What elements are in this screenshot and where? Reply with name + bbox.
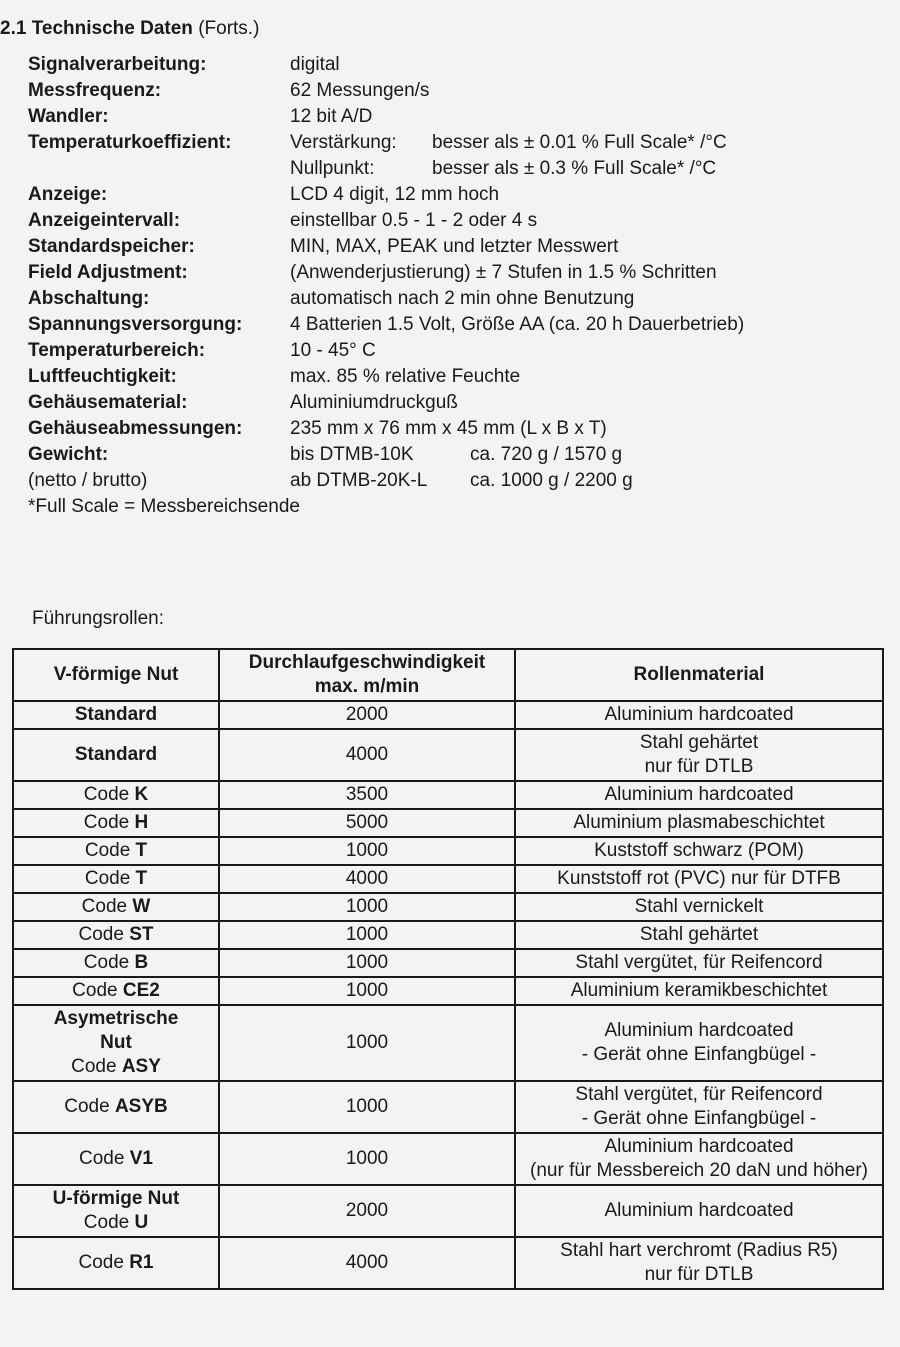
cell-speed: 1000 [219, 837, 515, 865]
material-line1: Kuststoff schwarz (POM) [594, 840, 804, 861]
cell-nut [13, 837, 219, 865]
spec-label: Spannungsversorgung: [28, 314, 243, 335]
spec-value: max. 85 % relative Feuchte [290, 366, 521, 387]
spec-label: Temperaturkoeffizient: [28, 132, 232, 153]
nut-prefix: Code [83, 1212, 135, 1233]
table-row [13, 921, 883, 949]
nut-code: W [132, 896, 151, 917]
gain-key: Verstärkung: [290, 132, 397, 153]
cell-material [515, 921, 883, 949]
header-speed-line2: max. m/min [314, 676, 420, 697]
nut-prefix: Code [84, 840, 136, 861]
material-line1: Aluminium hardcoated [604, 784, 794, 805]
cell-material [515, 865, 883, 893]
nut-prefix: Code [72, 980, 123, 1001]
material-line1: Stahl gehärtet [639, 732, 759, 753]
spec-row-humidity [28, 364, 848, 390]
nut-prefix: Code [78, 1252, 130, 1273]
spec-label: Anzeigeintervall: [28, 210, 181, 231]
zero-key: Nullpunkt: [290, 158, 375, 179]
nut-prefix: Code [64, 1096, 115, 1117]
nut-code: CE2 [122, 980, 160, 1001]
cell-nut [13, 1005, 219, 1081]
cell-speed: 3500 [219, 781, 515, 809]
material-line1: Aluminium hardcoated [604, 1136, 794, 1157]
nut-code: V1 [129, 1148, 153, 1169]
gain-value: besser als ± 0.01 % Full Scale* /°C [432, 132, 727, 153]
material-line1: Stahl hart verchromt (Radius R5) [560, 1240, 838, 1261]
header-nut: V-förmige Nut [13, 649, 219, 701]
cell-nut [13, 1081, 219, 1133]
weight-value: ca. 720 g / 1570 g [470, 444, 623, 465]
nut-code: T [135, 868, 148, 889]
section-suffix: (Forts.) [198, 18, 260, 39]
cell-nut [13, 865, 219, 893]
cell-speed: 4000 [219, 729, 515, 781]
cell-speed: 1000 [219, 1081, 515, 1133]
rollen-table [12, 648, 884, 1290]
cell-material [515, 809, 883, 837]
table-row [13, 781, 883, 809]
cell-nut [13, 1185, 219, 1237]
table-row [13, 729, 883, 781]
cell-speed: 5000 [219, 809, 515, 837]
nut-code-line [18, 1055, 214, 1079]
nut-code: T [135, 840, 148, 861]
spec-value: einstellbar 0.5 - 1 - 2 oder 4 s [290, 210, 538, 231]
cell-material [515, 1237, 883, 1289]
cell-speed: 1000 [219, 921, 515, 949]
header-speed [219, 649, 515, 701]
spec-label: Standardspeicher: [28, 236, 195, 257]
cell-material [515, 1081, 883, 1133]
nut-title-line2: Nut [100, 1032, 132, 1053]
nut-prefix: Code [84, 868, 136, 889]
table-row [13, 949, 883, 977]
spec-row-shutdown [28, 286, 848, 312]
nut-prefix: Code [83, 812, 135, 833]
material-line1: Stahl gehärtet [639, 924, 759, 945]
spec-row-temp-range [28, 338, 848, 364]
weight-value: ca. 1000 g / 2200 g [470, 470, 633, 491]
spec-row-weight-2 [28, 468, 848, 494]
cell-nut [13, 1133, 219, 1185]
nut-code: U [134, 1212, 149, 1233]
cell-nut [13, 729, 219, 781]
material-line2: - Gerät ohne Einfangbügel - [581, 1108, 817, 1129]
spec-value: MIN, MAX, PEAK und letzter Messwert [290, 236, 619, 257]
nut-code: K [134, 784, 149, 805]
spec-value: 62 Messungen/s [290, 80, 430, 101]
nut-prefix: Code [83, 952, 135, 973]
material-line2: (nur für Messbereich 20 daN und höher) [530, 1160, 868, 1181]
cell-nut [13, 977, 219, 1005]
cell-speed: 1000 [219, 893, 515, 921]
spec-value: (Anwenderjustierung) ± 7 Stufen in 1.5 % Schritten [290, 262, 717, 283]
spec-sublabel: (netto / brutto) [28, 470, 148, 491]
cell-speed: 1000 [219, 949, 515, 977]
spec-list [28, 52, 848, 520]
cell-nut [13, 809, 219, 837]
table-row [13, 893, 883, 921]
cell-material [515, 837, 883, 865]
cell-nut [13, 949, 219, 977]
spec-value: Aluminiumdruckguß [290, 392, 458, 413]
material-line1: Stahl vergütet, für Reifencord [575, 952, 823, 973]
rollen-heading: Führungsrollen: [32, 608, 165, 629]
cell-nut [13, 781, 219, 809]
footnote: *Full Scale = Messbereichsende [28, 496, 300, 517]
spec-row-housing-material [28, 390, 848, 416]
cell-material [515, 1185, 883, 1237]
material-line1: Stahl vergütet, für Reifencord [575, 1084, 823, 1105]
cell-nut [13, 701, 219, 729]
material-line1: Aluminium keramikbeschichtet [570, 980, 828, 1001]
nut-prefix: Code [81, 896, 133, 917]
cell-material [515, 1005, 883, 1081]
table-row [13, 977, 883, 1005]
spec-value: 4 Batterien 1.5 Volt, Größe AA (ca. 20 h Dauerbetrieb) [290, 314, 745, 335]
table-row [13, 865, 883, 893]
material-line2: nur für DTLB [644, 1264, 754, 1285]
nut-prefix: Code [71, 1056, 122, 1077]
table-row [13, 701, 883, 729]
table-header-row [13, 649, 883, 701]
nut-code: ST [129, 924, 154, 945]
nut-code: B [134, 952, 149, 973]
spec-row-tempcoef [28, 130, 848, 182]
cell-speed: 2000 [219, 1185, 515, 1237]
spec-label: Anzeige: [28, 184, 108, 205]
nut-prefix: Code [78, 924, 130, 945]
spec-label: Wandler: [28, 106, 109, 127]
spec-value: automatisch nach 2 min ohne Benutzung [290, 288, 635, 309]
nut-prefix: Code [79, 1148, 130, 1169]
cell-nut [13, 1237, 219, 1289]
header-speed-line1: Durchlaufgeschwindigkeit [248, 652, 486, 673]
material-line1: Aluminium plasmabeschichtet [573, 812, 825, 833]
tempcoef-zero [290, 156, 848, 182]
spec-row-frequency [28, 78, 848, 104]
cell-speed: 4000 [219, 865, 515, 893]
spec-row-weight [28, 442, 848, 468]
material-line1: Aluminium hardcoated [604, 1200, 794, 1221]
spec-value: digital [290, 54, 340, 75]
spec-value: 12 bit A/D [290, 106, 373, 127]
cell-material [515, 781, 883, 809]
spec-label: Messfrequenz: [28, 80, 162, 101]
cell-material [515, 1133, 883, 1185]
nut-title-line1: Asymetrische [53, 1008, 179, 1029]
zero-value: besser als ± 0.3 % Full Scale* /°C [432, 158, 717, 179]
nut-code-line [18, 1211, 214, 1235]
section-title: Technische Daten [31, 18, 193, 39]
cell-speed: 4000 [219, 1237, 515, 1289]
material-line1: Aluminium hardcoated [604, 704, 794, 725]
table-row [13, 1133, 883, 1185]
spec-value [290, 130, 848, 182]
section-heading [0, 18, 259, 40]
cell-nut [13, 921, 219, 949]
material-line1: Kunststoff rot (PVC) nur für DTFB [557, 868, 841, 889]
spec-value [290, 442, 848, 468]
spec-row-housing-dims [28, 416, 848, 442]
cell-speed: 1000 [219, 1005, 515, 1081]
table-row [13, 837, 883, 865]
spec-row-memory [28, 234, 848, 260]
table-row [13, 1237, 883, 1289]
header-material: Rollenmaterial [515, 649, 883, 701]
table-row [13, 1005, 883, 1081]
table-row [13, 809, 883, 837]
spec-label: Gehäusematerial: [28, 392, 188, 413]
spec-row-field-adjustment [28, 260, 848, 286]
spec-row-power [28, 312, 848, 338]
section-number: 2.1 [0, 18, 27, 39]
cell-material [515, 893, 883, 921]
nut-code: R1 [129, 1252, 154, 1273]
nut-code: ASY [121, 1056, 161, 1077]
spec-label: Luftfeuchtigkeit: [28, 366, 177, 387]
spec-row-display [28, 182, 848, 208]
spec-value [290, 468, 848, 494]
spec-value: LCD 4 digit, 12 mm hoch [290, 184, 500, 205]
nut-code: H [134, 812, 149, 833]
nut-code: ASYB [114, 1096, 168, 1117]
cell-material [515, 949, 883, 977]
material-line2: - Gerät ohne Einfangbügel - [581, 1044, 817, 1065]
nut-code: Standard [74, 744, 158, 765]
table-row [13, 1185, 883, 1237]
table-row [13, 1081, 883, 1133]
cell-speed: 1000 [219, 977, 515, 1005]
cell-speed: 2000 [219, 701, 515, 729]
spec-label: Signalverarbeitung: [28, 54, 207, 75]
weight-model: bis DTMB-10K [290, 444, 414, 465]
spec-value: 235 mm x 76 mm x 45 mm (L x B x T) [290, 418, 607, 439]
weight-model: ab DTMB-20K-L [290, 470, 428, 491]
material-line2: nur für DTLB [644, 756, 754, 777]
spec-label: Abschaltung: [28, 288, 150, 309]
spec-label: Field Adjustment: [28, 262, 188, 283]
spec-value: 10 - 45° C [290, 340, 376, 361]
cell-material [515, 729, 883, 781]
spec-row-display-interval [28, 208, 848, 234]
spec-row-signal [28, 52, 848, 78]
cell-speed: 1000 [219, 1133, 515, 1185]
cell-material [515, 977, 883, 1005]
nut-title-line1: U-förmige Nut [52, 1188, 180, 1209]
cell-nut [13, 893, 219, 921]
tempcoef-gain [290, 130, 848, 156]
spec-label: Gehäuseabmessungen: [28, 418, 243, 439]
nut-code: Standard [74, 704, 158, 725]
material-line1: Aluminium hardcoated [604, 1020, 794, 1041]
nut-prefix: Code [83, 784, 135, 805]
spec-row-converter [28, 104, 848, 130]
material-line1: Stahl vernickelt [634, 896, 764, 917]
spec-label: Gewicht: [28, 444, 109, 465]
spec-label: Temperaturbereich: [28, 340, 206, 361]
cell-material [515, 701, 883, 729]
